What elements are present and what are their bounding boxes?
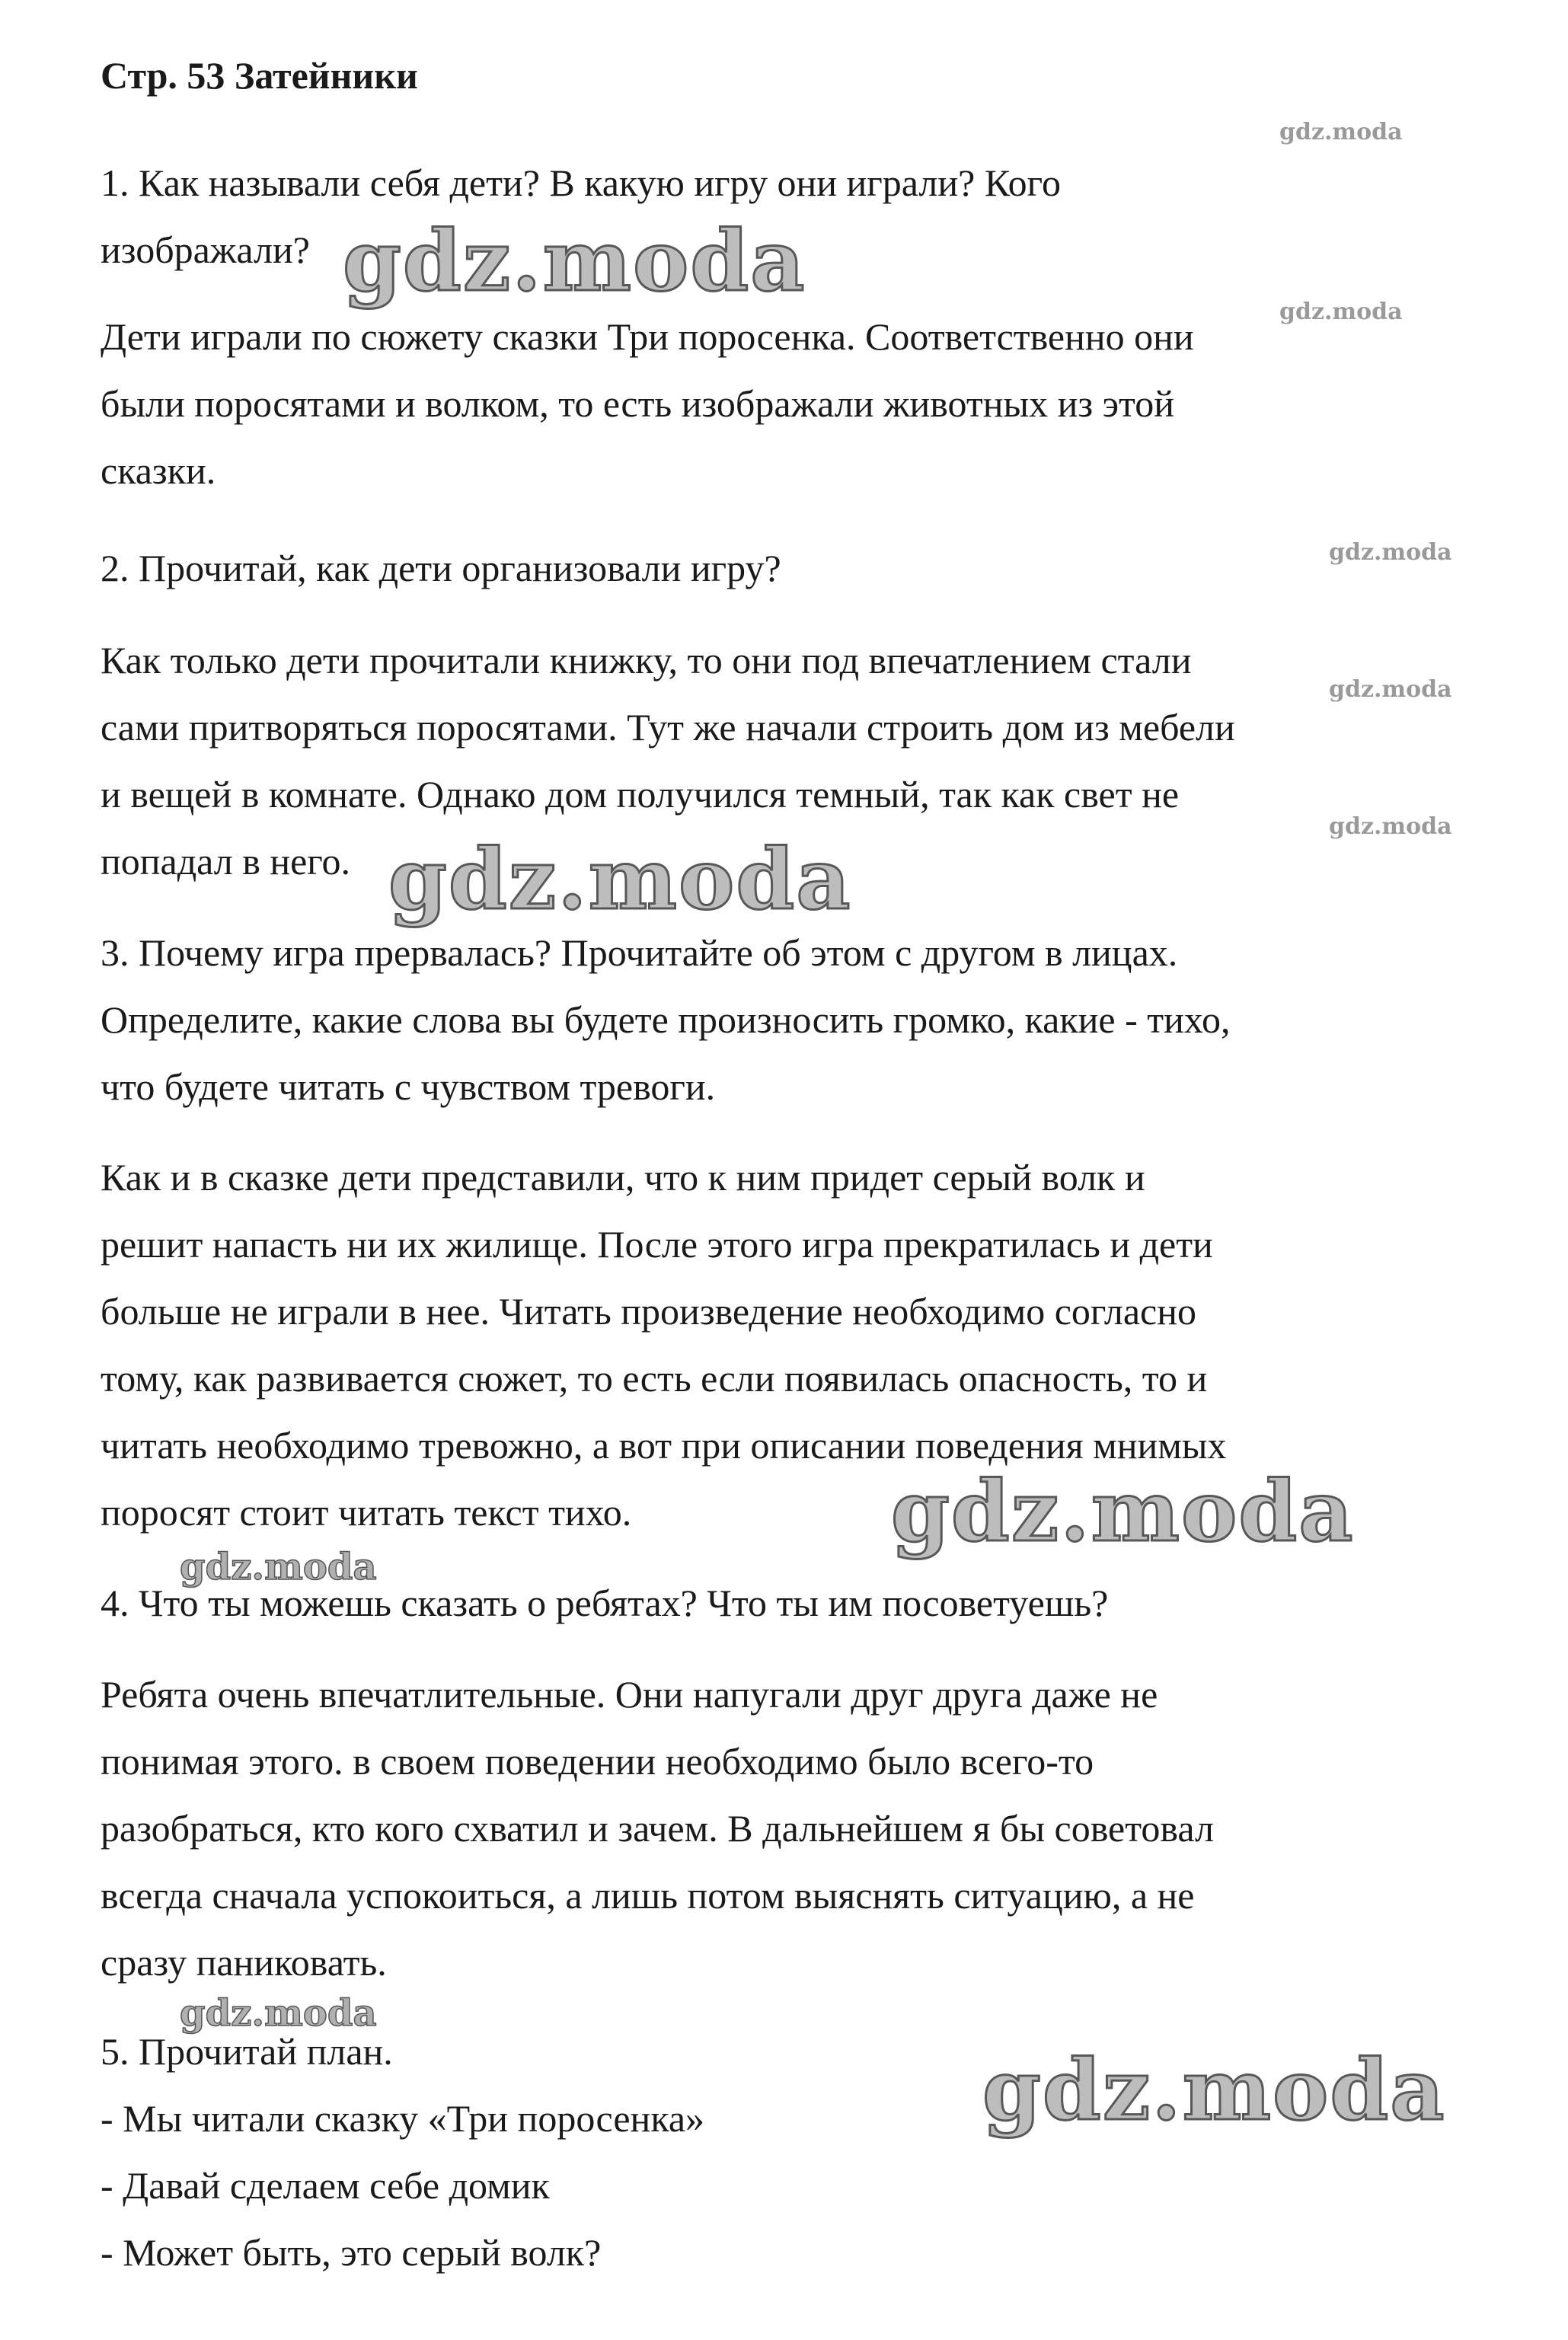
answer-2: Как только дети прочитали книжку, то они под впечатлением стали сами притворяться поросятами. Тут же начали строить дом из мебели и вещей в комнате. Однако дом получился темный, так как свет не попадал в него. <box>101 639 1235 883</box>
watermark-logo: gdz.moda <box>1279 119 1403 145</box>
watermark-logo: gdz.moda <box>1279 298 1403 325</box>
question-2: 2. Прочитай, как дети организовали игру? <box>101 547 781 589</box>
watermark-logo: gdz.moda <box>180 1992 377 2035</box>
watermark-logo: gdz.moda <box>1329 813 1452 840</box>
answer-3: Как и в сказке дети представили, что к ним придет серый волк и решит напасть ни их жилище. После этого игра прекратилась и дети больше не играли в нее. Читать произведение необходимо согласно тому, как развивается сюжет, то есть если появилась опасность, то и читать необходимо тревожно, а вот при описании поведения мнимых поросят стоит читать текст тихо. <box>101 1156 1227 1534</box>
answer-4: Ребята очень впечатлительные. Они напугали друг друга даже не понимая этого. в своем поведении необходимо было всего-то разобраться, кто кого схватил и зачем. В дальнейшем я бы советовал всегда сначала успокоиться, а лишь потом выяснять ситуацию, а не сразу паниковать. <box>101 1673 1214 1984</box>
question-3: 3. Почему игра прервалась? Прочитайте об этом с другом в лицах. Определите, какие слова вы будете произносить громко, какие - тихо, что будете читать с чувством тревоги. <box>101 931 1231 1108</box>
watermark-logo: gdz.moda <box>1329 539 1452 566</box>
watermark-logo: gdz.moda <box>891 1462 1355 1560</box>
question-5: 5. Прочитай план. <box>101 2030 393 2073</box>
question-1: 1. Как называли себя дети? В какую игру они играли? Кого изображали? <box>101 161 1061 271</box>
page-title: Стр. 53 Затейники <box>101 54 418 97</box>
watermark-logo: gdz.moda <box>982 2041 1446 2139</box>
plan-item: - Давай сделаем себе домик <box>101 2164 550 2207</box>
watermark-logo: gdz.moda <box>388 830 852 928</box>
plan-item: - Мы читали сказку «Три поросенка» <box>101 2097 705 2140</box>
watermark-logo: gdz.moda <box>343 212 806 310</box>
plan-item: - Может быть, это серый волк? <box>101 2231 602 2274</box>
watermark-logo: gdz.moda <box>180 1546 377 1588</box>
watermark-logo: gdz.moda <box>1329 676 1452 703</box>
question-4: 4. Что ты можешь сказать о ребятах? Что ты им посоветуешь? <box>101 1582 1109 1624</box>
answer-1: Дети играли по сюжету сказки Три поросенка. Соответственно они были поросятами и волком, то есть изображали животных из этой сказки. <box>101 315 1194 492</box>
